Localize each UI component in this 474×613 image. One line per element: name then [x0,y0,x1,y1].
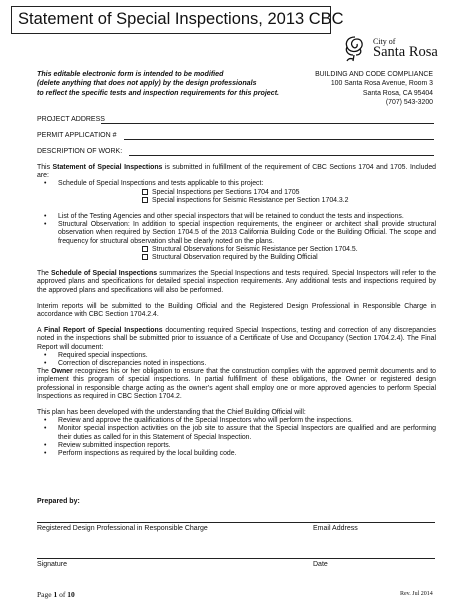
project-address-field[interactable] [101,123,434,124]
list-item: • List of the Testing Agencies and other special inspectors that will be retained to conduct the tests and inspections. [50,213,436,221]
list-item: • Review and approve the qualifications of the Special Inspectors who will perform the inspections. [50,417,436,425]
department-address-line1: 100 Santa Rosa Avenue, Room 3 [330,80,433,88]
logo-city-of: City of [373,37,396,46]
check-row[interactable]: Structural Observation required by the Building Official [58,254,436,262]
checkbox[interactable] [142,189,148,195]
department-phone: (707) 543-3200 [385,99,433,107]
date-label: Date [313,561,328,568]
check-row[interactable]: Special Inspections per Sections 1704 and 1705 [58,189,436,197]
statement-body [37,164,436,458]
list-item: • Structural Observation: In addition to special inspection requirements, the engineer or architect shall provide structural observation when required by Section 1704.5 of the 2013 California Building Code or the Building Official. The scope and frequency for structural observation shall be clearly noted on the plans. Structural Observations for Seismic Resistance per Section 1704.5. Structural Observation required by the Building Official [50,221,436,262]
title-box [11,6,344,34]
final-report-paragraph: A Final Report of Special Inspections documenting required Special Inspections, testing and correction of any discrepancies noted in the inspections shall be submitted prior to issuance of a Certificate of Use and Occupancy (Section 1704.2.4). The Final Report will document: [37,327,436,351]
schedule-paragraph: The Schedule of Special Inspections summarizes the Special Inspections and tests required. Special Inspectors will refer to the approved plans and specifications for detailed special inspection requirements. Any additional tests and inspections required by the approved plans and specifications will also be performed. [37,270,436,294]
list-item: • Schedule of Special Inspections and tests applicable to this project: Special Inspections per Sections 1704 and 1705 Special inspections for Seismic Resistance per Section 1704.3.2 [50,180,436,205]
design-professional-label: Registered Design Professional in Responsible Charge [37,525,208,532]
description-of-work-field[interactable] [129,155,434,156]
interim-reports-paragraph: Interim reports will be submitted to the Building Official and the Registered Design Professional in Responsible Charge in accordance with CBC Section 1704.2.4. [37,302,436,319]
check-row[interactable]: Special inspections for Seismic Resistance per Section 1704.3.2 [58,197,436,205]
list-item: • Review submitted inspection reports. [50,442,436,450]
form-instructions [37,70,322,98]
description-of-work-label: DESCRIPTION OF WORK: [37,148,123,155]
final-report-list [37,352,436,368]
checkbox[interactable] [142,254,148,260]
email-label: Email Address [313,525,358,532]
project-address-label: PROJECT ADDRESS [37,116,105,123]
list-item: • Required special inspections. [50,352,436,360]
plan-paragraph: This plan has been developed with the understanding that the Chief Building Official will: [37,409,306,417]
statement-intro: This Statement of Special Inspections is submitted in fulfillment of the requirement of CBC Sections 1704 and 1705. Included are: [37,164,437,180]
permit-application-field[interactable] [124,139,434,140]
department-name: BUILDING AND CODE COMPLIANCE [315,71,433,78]
design-professional-line[interactable] [37,522,435,523]
page-number: Page 1 of 10 [37,590,75,599]
page-title: Statement of Special Inspections, 2013 CBC [18,10,344,28]
owner-paragraph: The Owner recognizes his or her obligation to ensure that the construction complies with the approved permit documents and to implement this program of special inspections. In partial fulfillment of these obligations, the Owner or registered design professional in responsible charge acting as the owner’s agent shall employ one or more approved agencies to perform Special Inspections as required in CBC Section 1704.2. [37,368,436,400]
signature-line[interactable] [37,558,435,559]
instruction-line: This editable electronic form is intended to be modified [37,70,224,78]
list-item: • Monitor special inspection activities on the job site to assure that the Special Inspectors are qualified and are performing their duties as called for in this Statement of Special Inspection. [50,425,436,441]
checkbox[interactable] [142,197,148,203]
instruction-line: (delete anything that does not apply) by the design professionals [37,79,257,88]
instruction-line: to reflect the specific tests and inspection requirements for this project. [37,88,280,97]
included-list [37,180,436,262]
check-row[interactable]: Structural Observations for Seismic Resistance per Section 1704.5. [58,246,436,254]
revision-date: Rev. Jul 2014 [400,591,433,597]
rose-icon [342,34,368,62]
list-item: • Correction of discrepancies noted in inspections. [50,360,436,368]
department-info [300,70,433,108]
checkbox[interactable] [142,246,148,252]
prepared-by-label: Prepared by: [37,498,80,505]
signature-label: Signature [37,561,67,568]
permit-application-label: PERMIT APPLICATION # [37,132,117,139]
building-official-list [37,417,436,458]
list-item: • Perform inspections as required by the local building code. [50,450,436,458]
department-address-line2: Santa Rosa, CA 95404 [362,89,433,97]
logo-city-name: Santa Rosa [373,44,438,60]
